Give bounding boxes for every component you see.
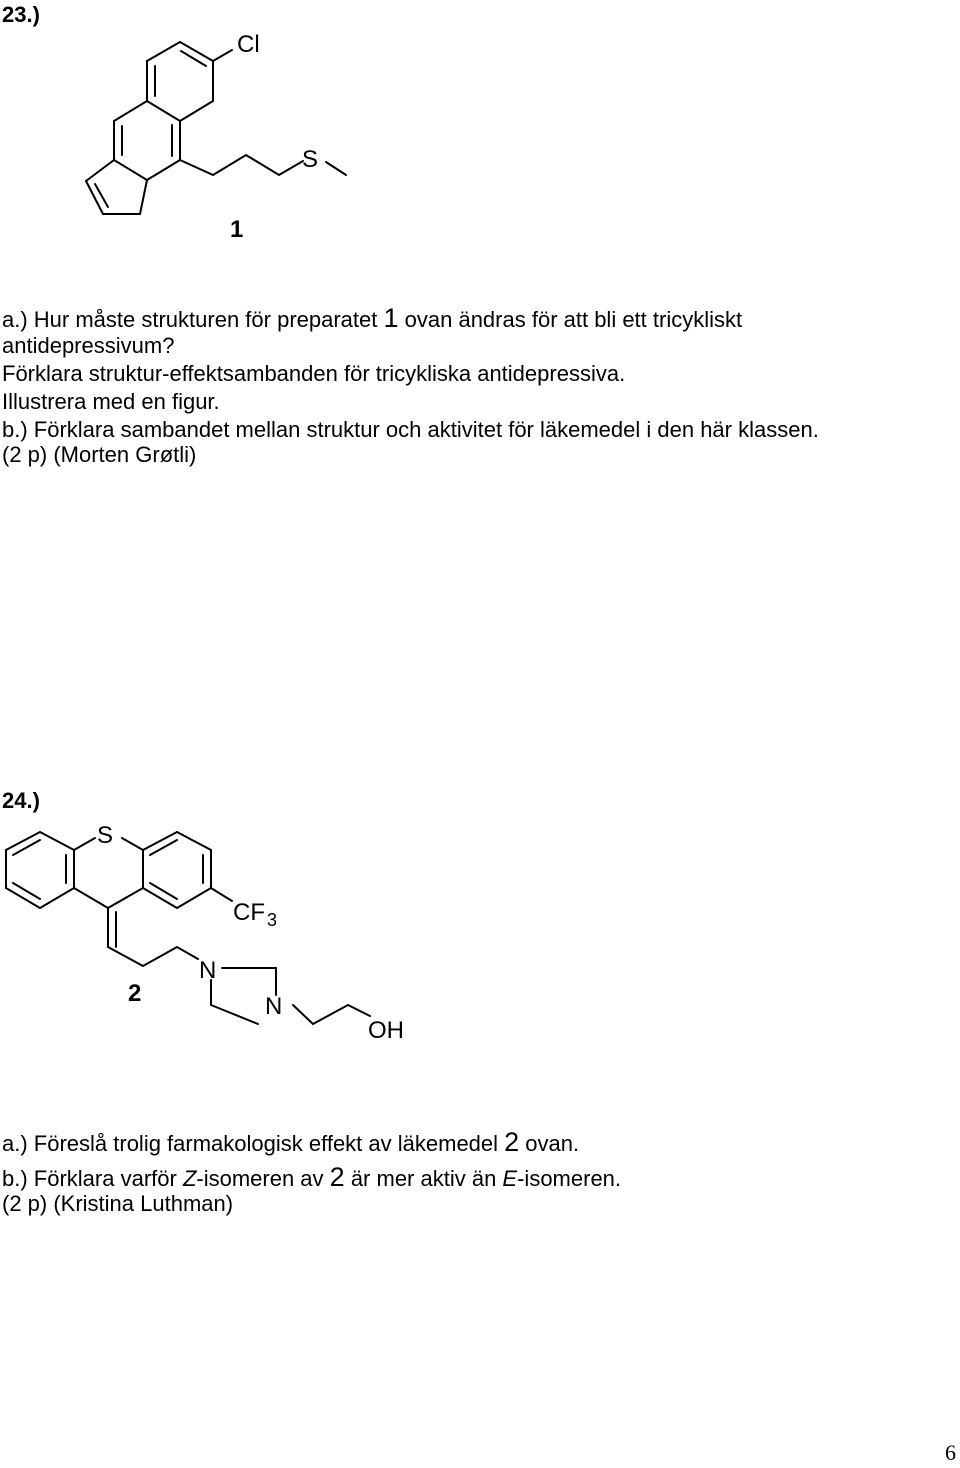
q24-a-text-end: ovan. <box>519 1131 580 1156</box>
sulfur-atom-label: S <box>302 146 319 173</box>
question-24-number: 24.) <box>2 788 40 813</box>
q24-b-text-start: b.) Förklara varför <box>2 1166 183 1191</box>
cf3-group-label: CF $_3$ <box>233 899 278 930</box>
q23-a-text-end: ovan ändras för att bli ett tricykliskt <box>398 307 743 332</box>
q24-part-b-line <box>2 1164 621 1192</box>
q24-b-text-mid2: är mer aktiv än <box>344 1166 503 1191</box>
q24-b-e-isomer: E <box>502 1166 518 1191</box>
q24-b-z-isomer: Z <box>182 1166 197 1191</box>
sulfur-atom-label: S <box>97 822 114 849</box>
q23-part-a-line3: Förklara struktur-effektsambanden för tricykliska antidepressiva. <box>2 361 626 386</box>
question-23-number: 23.) <box>2 2 40 27</box>
q24-points: (2 p) (Kristina Luthman) <box>2 1191 234 1216</box>
q23-a-text-start: a.) Hur måste strukturen för preparatet <box>2 307 384 332</box>
chlorine-atom-label: Cl <box>237 31 260 58</box>
q24-a-text-start: a.) Föreslå trolig farmakologisk effekt av läkemedel <box>2 1131 505 1156</box>
q23-a-compound-ref: 1 <box>383 303 399 333</box>
q23-points: (2 p) (Morten Grøtli) <box>2 442 197 467</box>
hydroxyl-group-label: OH <box>368 1017 404 1044</box>
q24-a-compound-ref: 2 <box>504 1127 520 1157</box>
q24-b-text-end: -isomeren. <box>517 1166 622 1191</box>
q24-b-compound-ref: 2 <box>329 1162 345 1192</box>
compound-1-label: 1 <box>230 216 244 243</box>
nitrogen-2-label: N <box>265 993 283 1020</box>
q23-part-b-line: b.) Förklara sambandet mellan struktur och aktivitet för läkemedel i den här klassen. <box>2 417 819 442</box>
q23-part-a-line4: Illustrera med en figur. <box>2 389 220 414</box>
compound-2-label: 2 <box>128 980 142 1007</box>
q23-part-a-line2: antidepressivum? <box>2 333 175 358</box>
nitrogen-1-label: N <box>199 957 217 984</box>
q24-b-text-mid: -isomeren av <box>196 1166 330 1191</box>
q24-part-a-line <box>2 1129 579 1157</box>
page-number: 6 <box>945 1440 956 1465</box>
